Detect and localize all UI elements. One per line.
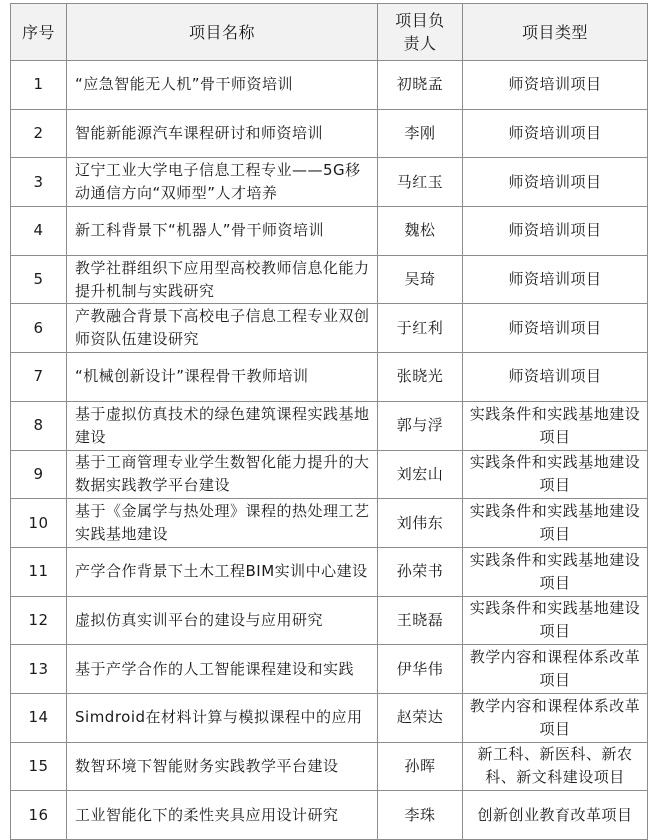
- cell-type: 师资培训项目: [463, 255, 648, 304]
- cell-name: 产教融合背景下高校电子信息工程专业双创师资队伍建设研究: [67, 304, 378, 353]
- cell-owner: 孙荣书: [378, 547, 463, 596]
- cell-name: “机械创新设计”课程骨干教师培训: [67, 353, 378, 402]
- cell-name: 产学合作背景下土木工程BIM实训中心建设: [67, 547, 378, 596]
- cell-type: 实践条件和实践基地建设项目: [463, 547, 648, 596]
- cell-owner: 伊华伟: [378, 645, 463, 694]
- cell-name: 基于产学合作的人工智能课程建设和实践: [67, 645, 378, 694]
- cell-no: 2: [11, 109, 67, 158]
- cell-type: 新工科、新医科、新农科、新文科建设项目: [463, 742, 648, 791]
- cell-type: 教学内容和课程体系改革项目: [463, 693, 648, 742]
- table-row: [11, 596, 648, 645]
- table-row: [11, 547, 648, 596]
- header-no: 序号: [11, 4, 67, 61]
- cell-type: 教学内容和课程体系改革项目: [463, 645, 648, 694]
- table-row: [11, 450, 648, 499]
- table-row: [11, 109, 648, 158]
- cell-type: 实践条件和实践基地建设项目: [463, 499, 648, 548]
- table-row: [11, 255, 648, 304]
- cell-type: 师资培训项目: [463, 109, 648, 158]
- cell-name: “应急智能无人机”骨干师资培训: [67, 61, 378, 110]
- cell-no: 1: [11, 61, 67, 110]
- cell-owner: 张晓光: [378, 353, 463, 402]
- cell-owner: 刘伟东: [378, 499, 463, 548]
- cell-owner: 郭与浮: [378, 401, 463, 450]
- cell-type: 师资培训项目: [463, 304, 648, 353]
- table-header-row: [11, 4, 648, 61]
- cell-no: 13: [11, 645, 67, 694]
- cell-name: Simdroid在材料计算与模拟课程中的应用: [67, 693, 378, 742]
- cell-owner: 马红玉: [378, 158, 463, 207]
- cell-type: 师资培训项目: [463, 353, 648, 402]
- cell-name: 基于虚拟仿真技术的绿色建筑课程实践基地建设: [67, 401, 378, 450]
- table-row: [11, 207, 648, 256]
- table-row: [11, 61, 648, 110]
- cell-no: 15: [11, 742, 67, 791]
- header-name: 项目名称: [67, 4, 378, 61]
- cell-type: 实践条件和实践基地建设项目: [463, 596, 648, 645]
- cell-type: 师资培训项目: [463, 207, 648, 256]
- cell-no: 3: [11, 158, 67, 207]
- cell-name: 数智环境下智能财务实践教学平台建设: [67, 742, 378, 791]
- cell-type: 师资培训项目: [463, 61, 648, 110]
- cell-owner: 魏松: [378, 207, 463, 256]
- cell-owner: 李珠: [378, 791, 463, 840]
- cell-no: 16: [11, 791, 67, 840]
- cell-no: 8: [11, 401, 67, 450]
- cell-name: 智能新能源汽车课程研讨和师资培训: [67, 109, 378, 158]
- cell-type: 师资培训项目: [463, 158, 648, 207]
- project-table: [10, 3, 648, 840]
- table-row: [11, 791, 648, 840]
- cell-no: 12: [11, 596, 67, 645]
- cell-name: 新工科背景下“机器人”骨干师资培训: [67, 207, 378, 256]
- cell-name: 辽宁工业大学电子信息工程专业——5G移动通信方向“双师型”人才培养: [67, 158, 378, 207]
- cell-type: 实践条件和实践基地建设项目: [463, 450, 648, 499]
- cell-no: 7: [11, 353, 67, 402]
- table-row: [11, 158, 648, 207]
- cell-owner: 初晓孟: [378, 61, 463, 110]
- cell-no: 5: [11, 255, 67, 304]
- cell-no: 9: [11, 450, 67, 499]
- project-table-container: [10, 3, 647, 840]
- cell-no: 11: [11, 547, 67, 596]
- cell-name: 基于《金属学与热处理》课程的热处理工艺实践基地建设: [67, 499, 378, 548]
- table-row: [11, 499, 648, 548]
- cell-owner: 赵荣达: [378, 693, 463, 742]
- header-owner: [378, 4, 463, 61]
- cell-name: 基于工商管理专业学生数智化能力提升的大数据实践教学平台建设: [67, 450, 378, 499]
- cell-no: 4: [11, 207, 67, 256]
- cell-type: 创新创业教育改革项目: [463, 791, 648, 840]
- table-row: [11, 304, 648, 353]
- table-row: [11, 742, 648, 791]
- cell-no: 6: [11, 304, 67, 353]
- table-body: [11, 61, 648, 840]
- header-owner-label: 项目负责人: [395, 11, 445, 53]
- cell-owner: 王晓磊: [378, 596, 463, 645]
- cell-owner: 刘宏山: [378, 450, 463, 499]
- table-row: [11, 353, 648, 402]
- cell-name: 虚拟仿真实训平台的建设与应用研究: [67, 596, 378, 645]
- cell-no: 10: [11, 499, 67, 548]
- cell-no: 14: [11, 693, 67, 742]
- cell-name: 教学社群组织下应用型高校教师信息化能力提升机制与实践研究: [67, 255, 378, 304]
- cell-owner: 李刚: [378, 109, 463, 158]
- cell-owner: 吴琦: [378, 255, 463, 304]
- table-row: [11, 401, 648, 450]
- table-row: [11, 693, 648, 742]
- cell-type: 实践条件和实践基地建设项目: [463, 401, 648, 450]
- table-row: [11, 645, 648, 694]
- header-type: 项目类型: [463, 4, 648, 61]
- cell-owner: 孙晖: [378, 742, 463, 791]
- cell-name: 工业智能化下的柔性夹具应用设计研究: [67, 791, 378, 840]
- cell-owner: 于红利: [378, 304, 463, 353]
